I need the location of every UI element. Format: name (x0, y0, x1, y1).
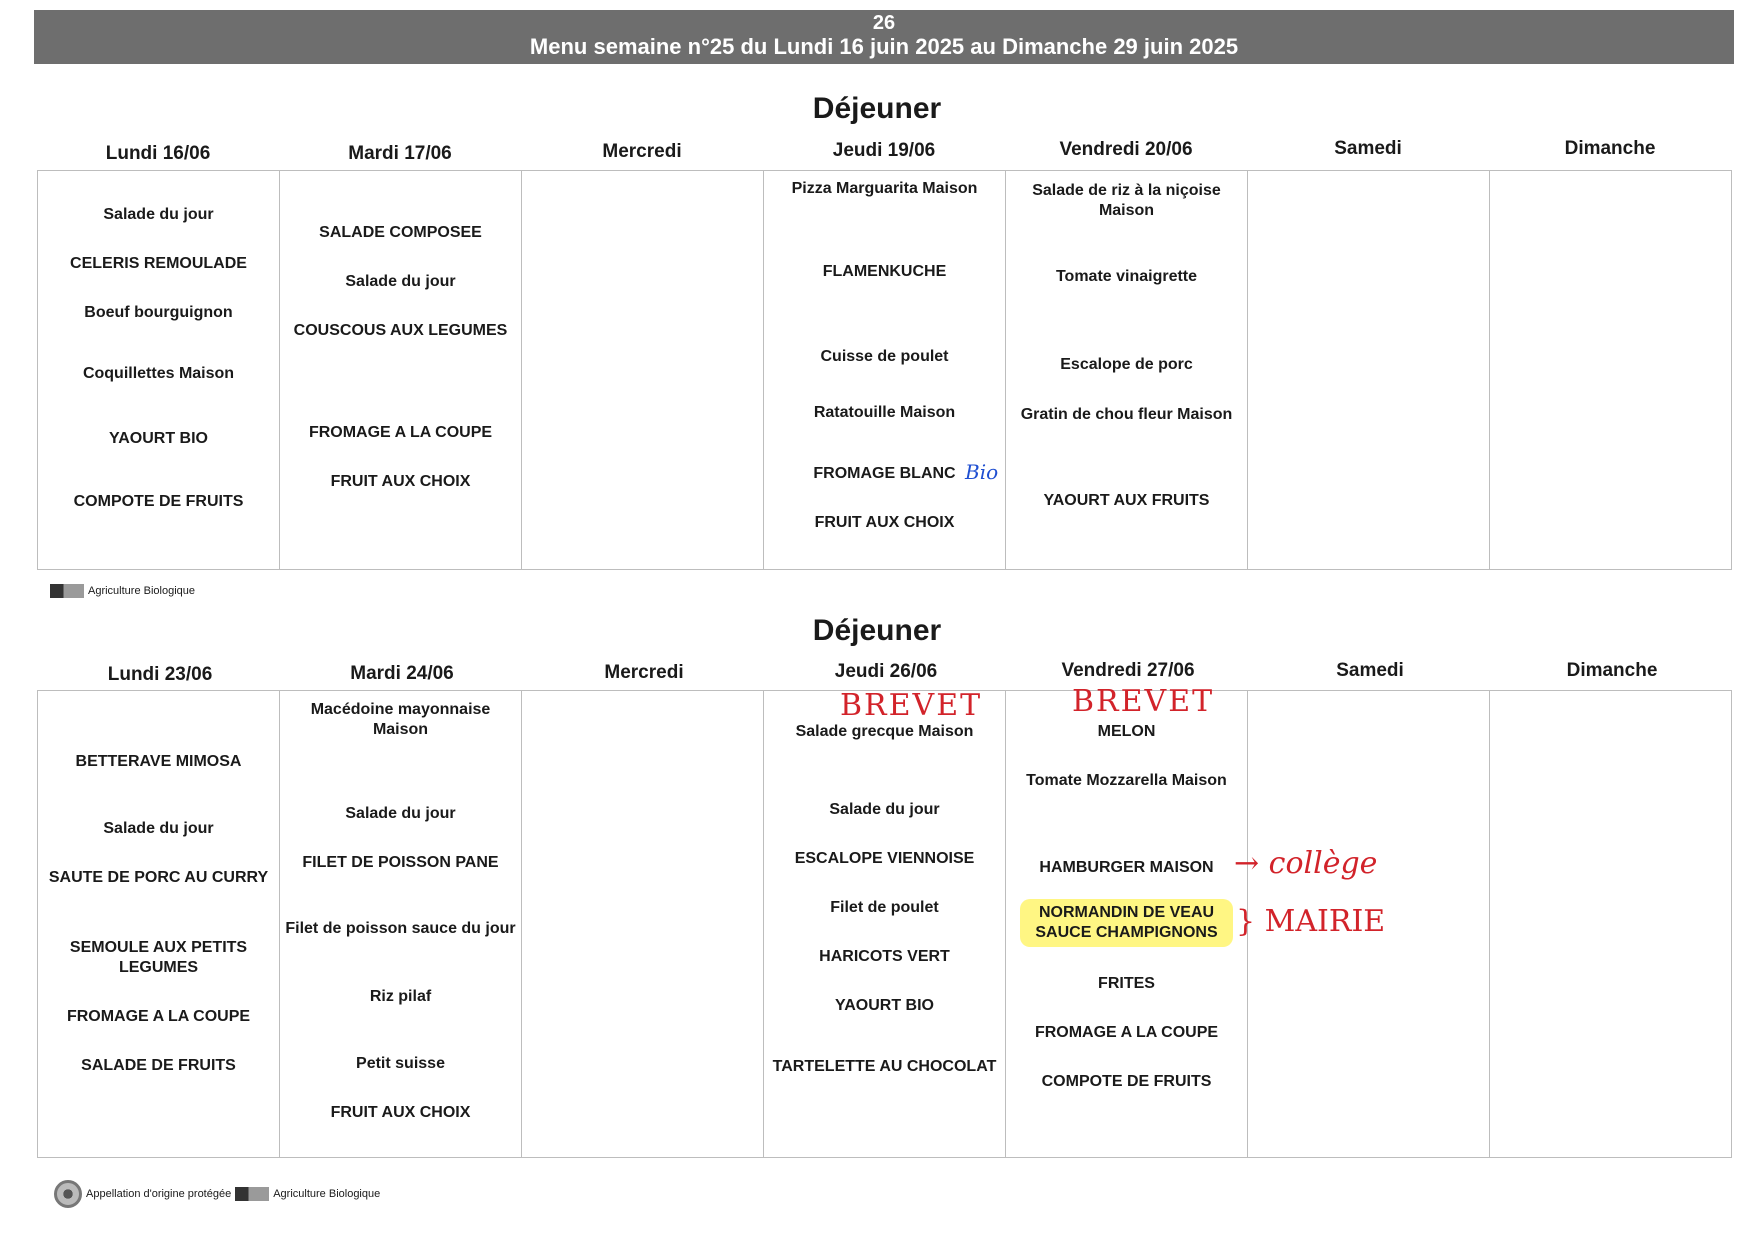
menu-item: CELERIS REMOULADE (70, 255, 247, 272)
week2-day-tue: Mardi 24/06 (350, 663, 454, 684)
week2-col-mon (38, 691, 280, 1157)
week2-col-wed (522, 691, 764, 1157)
menu-item: HARICOTS VERT (819, 948, 950, 965)
menu-item: FRUIT AUX CHOIX (330, 473, 471, 490)
handwritten-college-note: → collège (1234, 846, 1378, 881)
menu-item: Salade du jour (103, 820, 214, 837)
menu-item: SAUTE DE PORC AU CURRY (48, 869, 269, 886)
week2-legend (54, 1180, 380, 1208)
legend-aop-label: Appellation d'origine protégée (86, 1188, 232, 1200)
page-number: 26 (872, 12, 896, 34)
week1-col-mon (38, 171, 280, 569)
menu-item: FROMAGE BLANC (813, 465, 956, 482)
menu-item: Salade du jour (345, 805, 456, 822)
menu-item: FROMAGE A LA COUPE (1034, 1024, 1219, 1041)
menu-item: SALADE COMPOSEE (319, 224, 482, 241)
menu-item: Salade du jour (103, 206, 214, 223)
menu-item: Filet de poisson sauce du jour (285, 920, 516, 937)
menu-item: YAOURT AUX FRUITS (1043, 492, 1210, 509)
aop-seal-icon (54, 1180, 82, 1208)
menu-item: TARTELETTE AU CHOCOLAT (772, 1058, 997, 1075)
menu-item: Filet de poulet (830, 899, 939, 916)
menu-item: Gratin de chou fleur Maison (1020, 406, 1233, 423)
menu-item: ESCALOPE VIENNOISE (794, 850, 975, 867)
menu-item: Pizza Marguarita Maison (791, 180, 978, 197)
menu-item: COMPOTE DE FRUITS (1041, 1073, 1212, 1090)
week2-day-thu: Jeudi 26/06 (834, 661, 938, 682)
menu-item: Salade grecque Maison (795, 723, 974, 740)
organic-logo-icon (235, 1187, 269, 1201)
week1-col-tue (280, 171, 522, 569)
menu-item: Riz pilaf (369, 988, 432, 1005)
week1-col-thu (764, 171, 1006, 569)
menu-item: FROMAGE A LA COUPE (66, 1008, 251, 1025)
week2-col-sun (1490, 691, 1732, 1157)
week1-day-wed: Mercredi (602, 141, 682, 162)
menu-item: Boeuf bourguignon (84, 304, 233, 321)
menu-item: FILET DE POISSON PANE (302, 854, 499, 871)
menu-item: YAOURT BIO (109, 430, 208, 447)
menu-item: Macédoine mayonnaise Maison (310, 701, 491, 738)
week1-menu-grid (37, 170, 1732, 570)
menu-item: Ratatouille Maison (813, 404, 956, 421)
week2-day-sun: Dimanche (1566, 660, 1658, 681)
header-banner (34, 10, 1734, 64)
week1-day-sat: Samedi (1334, 138, 1402, 159)
menu-item: FRUIT AUX CHOIX (330, 1104, 471, 1121)
handwritten-brevet-fri: BREVET (1072, 684, 1215, 719)
menu-item: Tomate Mozzarella Maison (1026, 772, 1227, 789)
week2-col-thu (764, 691, 1006, 1157)
week1-day-sun: Dimanche (1564, 138, 1656, 159)
week2-day-mon: Lundi 23/06 (107, 664, 213, 685)
menu-item: SALADE DE FRUITS (81, 1057, 236, 1074)
menu-item: FLAMENKUCHE (822, 263, 947, 280)
menu-item: Salade du jour (345, 273, 456, 290)
menu-item: COMPOTE DE FRUITS (73, 493, 244, 510)
menu-title: Menu semaine n°25 du Lundi 16 juin 2025 au Dimanche 29 juin 2025 (529, 34, 1239, 59)
menu-item: Tomate vinaigrette (1055, 268, 1198, 285)
menu-item: Cuisse de poulet (820, 348, 949, 365)
week2-col-tue (280, 691, 522, 1157)
week2-day-wed: Mercredi (604, 662, 684, 683)
handwritten-mairie-note: } MAIRIE (1236, 904, 1386, 939)
week1-heading: Déjeuner (812, 92, 942, 125)
legend-bio-label: Agriculture Biologique (273, 1188, 381, 1200)
menu-item: Escalope de porc (1060, 356, 1193, 373)
menu-item-highlighted: NORMANDIN DE VEAU SAUCE CHAMPIGNONS (1035, 904, 1218, 941)
handwritten-bio-note: Bio (965, 460, 999, 484)
legend-bio-label: Agriculture Biologique (88, 585, 196, 597)
week2-day-fri: Vendredi 27/06 (1061, 660, 1195, 681)
week1-day-fri: Vendredi 20/06 (1059, 139, 1193, 160)
week1-col-sun (1490, 171, 1732, 569)
week1-day-tue: Mardi 17/06 (348, 143, 452, 164)
week2-menu-grid (37, 690, 1732, 1158)
menu-item: FRITES (1098, 975, 1155, 992)
week1-day-mon: Lundi 16/06 (105, 143, 211, 164)
menu-item: SEMOULE AUX PETITS LEGUMES (69, 939, 248, 976)
week1-legend (50, 584, 195, 598)
menu-item: YAOURT BIO (835, 997, 934, 1014)
week1-day-thu: Jeudi 19/06 (832, 140, 936, 161)
menu-item: Coquillettes Maison (82, 365, 235, 382)
handwritten-brevet-thu: BREVET (840, 688, 983, 723)
week2-heading: Déjeuner (812, 614, 942, 647)
organic-logo-icon (50, 584, 84, 598)
week2-day-sat: Samedi (1336, 660, 1404, 681)
menu-item: Salade du jour (829, 801, 940, 818)
menu-item: COUSCOUS AUX LEGUMES (293, 322, 508, 339)
menu-item: BETTERAVE MIMOSA (75, 753, 242, 770)
menu-item: Salade de riz à la niçoise Maison (1032, 182, 1221, 219)
menu-item: FRUIT AUX CHOIX (814, 514, 955, 531)
week1-col-sat (1248, 171, 1490, 569)
week2-col-fri (1006, 691, 1248, 1157)
menu-item: MELON (1097, 723, 1156, 740)
week1-col-wed (522, 171, 764, 569)
menu-item: HAMBURGER MAISON (1039, 859, 1214, 876)
menu-item: FROMAGE A LA COUPE (308, 424, 493, 441)
week1-col-fri (1006, 171, 1248, 569)
menu-item: Petit suisse (356, 1055, 445, 1072)
